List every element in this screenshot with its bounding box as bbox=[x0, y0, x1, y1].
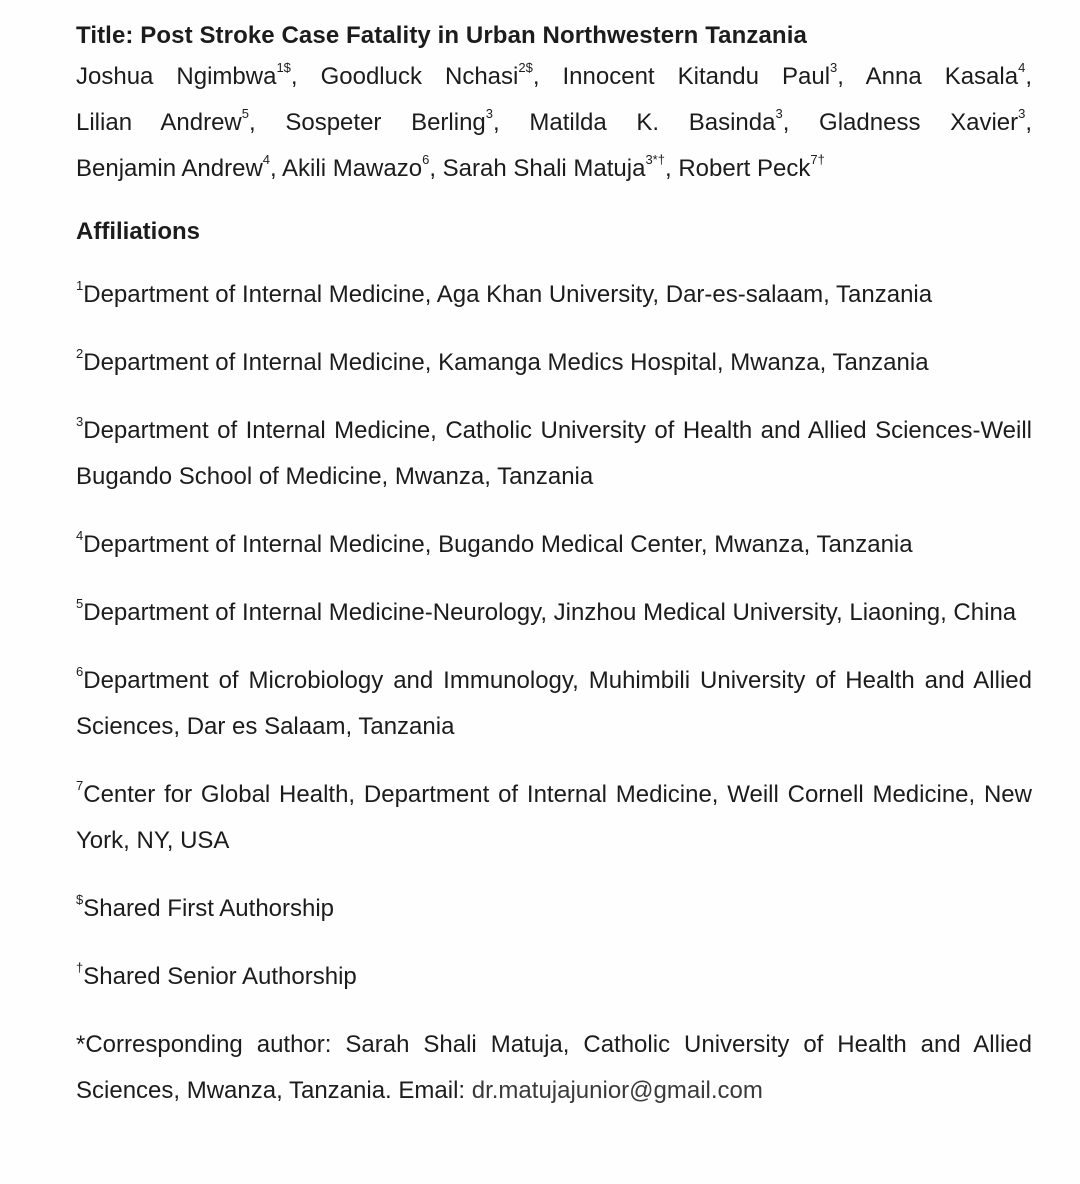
affiliation-item: $^3$Department of Internal Medicine, Catholic University of Health and Allied Sciences-Weill Bugando School of Medicine, Mwanza, Tanzania bbox=[76, 414, 1032, 490]
affiliation-item: $^4$Department of Internal Medicine, Bugando Medical Center, Mwanza, Tanzania bbox=[76, 528, 913, 558]
author: Akili Mawazo$^6$, bbox=[282, 152, 436, 182]
author: Sospeter Berling$^3$, bbox=[285, 106, 500, 136]
author: Benjamin Andrew$^4$, bbox=[76, 152, 277, 182]
note-shared-senior: †Shared Senior Authorship bbox=[76, 960, 357, 990]
affiliation-item: $^5$Department of Internal Medicine-Neurology, Jinzhou Medical University, Liaoning, China bbox=[76, 596, 1017, 626]
affiliation-item: $^2$Department of Internal Medicine, Kamanga Medics Hospital, Mwanza, Tanzania bbox=[76, 346, 929, 376]
author: Lilian Andrew$^5$, bbox=[76, 106, 256, 136]
author: Joshua Ngimbwa$^{1\$}$, bbox=[76, 60, 298, 90]
corresponding-author: *Corresponding author: Sarah Shali Matuja, Catholic University of Health and Allied Sciences, Mwanza, Tanzania. Email: dr.matujajunior@gmail.com bbox=[76, 1031, 1032, 1104]
author: Innocent Kitandu Paul$^3$, bbox=[562, 60, 844, 90]
author: Sarah Shali Matuja$^{3*\dagger}$, bbox=[442, 152, 672, 182]
email-link[interactable]: dr.matujajunior@gmail.com bbox=[471, 1077, 763, 1104]
author-line-1 bbox=[76, 54, 1032, 100]
author: Gladness Xavier$^3$, bbox=[819, 106, 1033, 136]
note-shared-first: $Shared First Authorship bbox=[76, 892, 335, 922]
author-line-2 bbox=[76, 100, 1032, 146]
author: Matilda K. Basinda$^3$, bbox=[529, 106, 790, 136]
author: Anna Kasala$^4$, bbox=[865, 60, 1032, 90]
author: Goodluck Nchasi$^{2\$}$, bbox=[320, 60, 540, 90]
affiliation-item: $^7$Center for Global Health, Department of Internal Medicine, Weill Cornell Medicine, New York, NY, USA bbox=[76, 778, 1032, 854]
paper-title: Title: Post Stroke Case Fatality in Urban Northwestern Tanzania bbox=[76, 22, 807, 49]
affiliation-item: $^1$Department of Internal Medicine, Aga Khan University, Dar-es-salaam, Tanzania bbox=[76, 278, 933, 308]
author-line-3 bbox=[76, 146, 1032, 192]
affiliation-item: $^6$Department of Microbiology and Immunology, Muhimbili University of Health and Allied Sciences, Dar es Salaam, Tanzania bbox=[76, 664, 1032, 740]
affiliations-heading: Affiliations bbox=[76, 218, 200, 245]
author: Robert Peck$^{7\dagger}$ bbox=[678, 152, 825, 182]
paper-front-matter bbox=[76, 18, 1032, 1114]
